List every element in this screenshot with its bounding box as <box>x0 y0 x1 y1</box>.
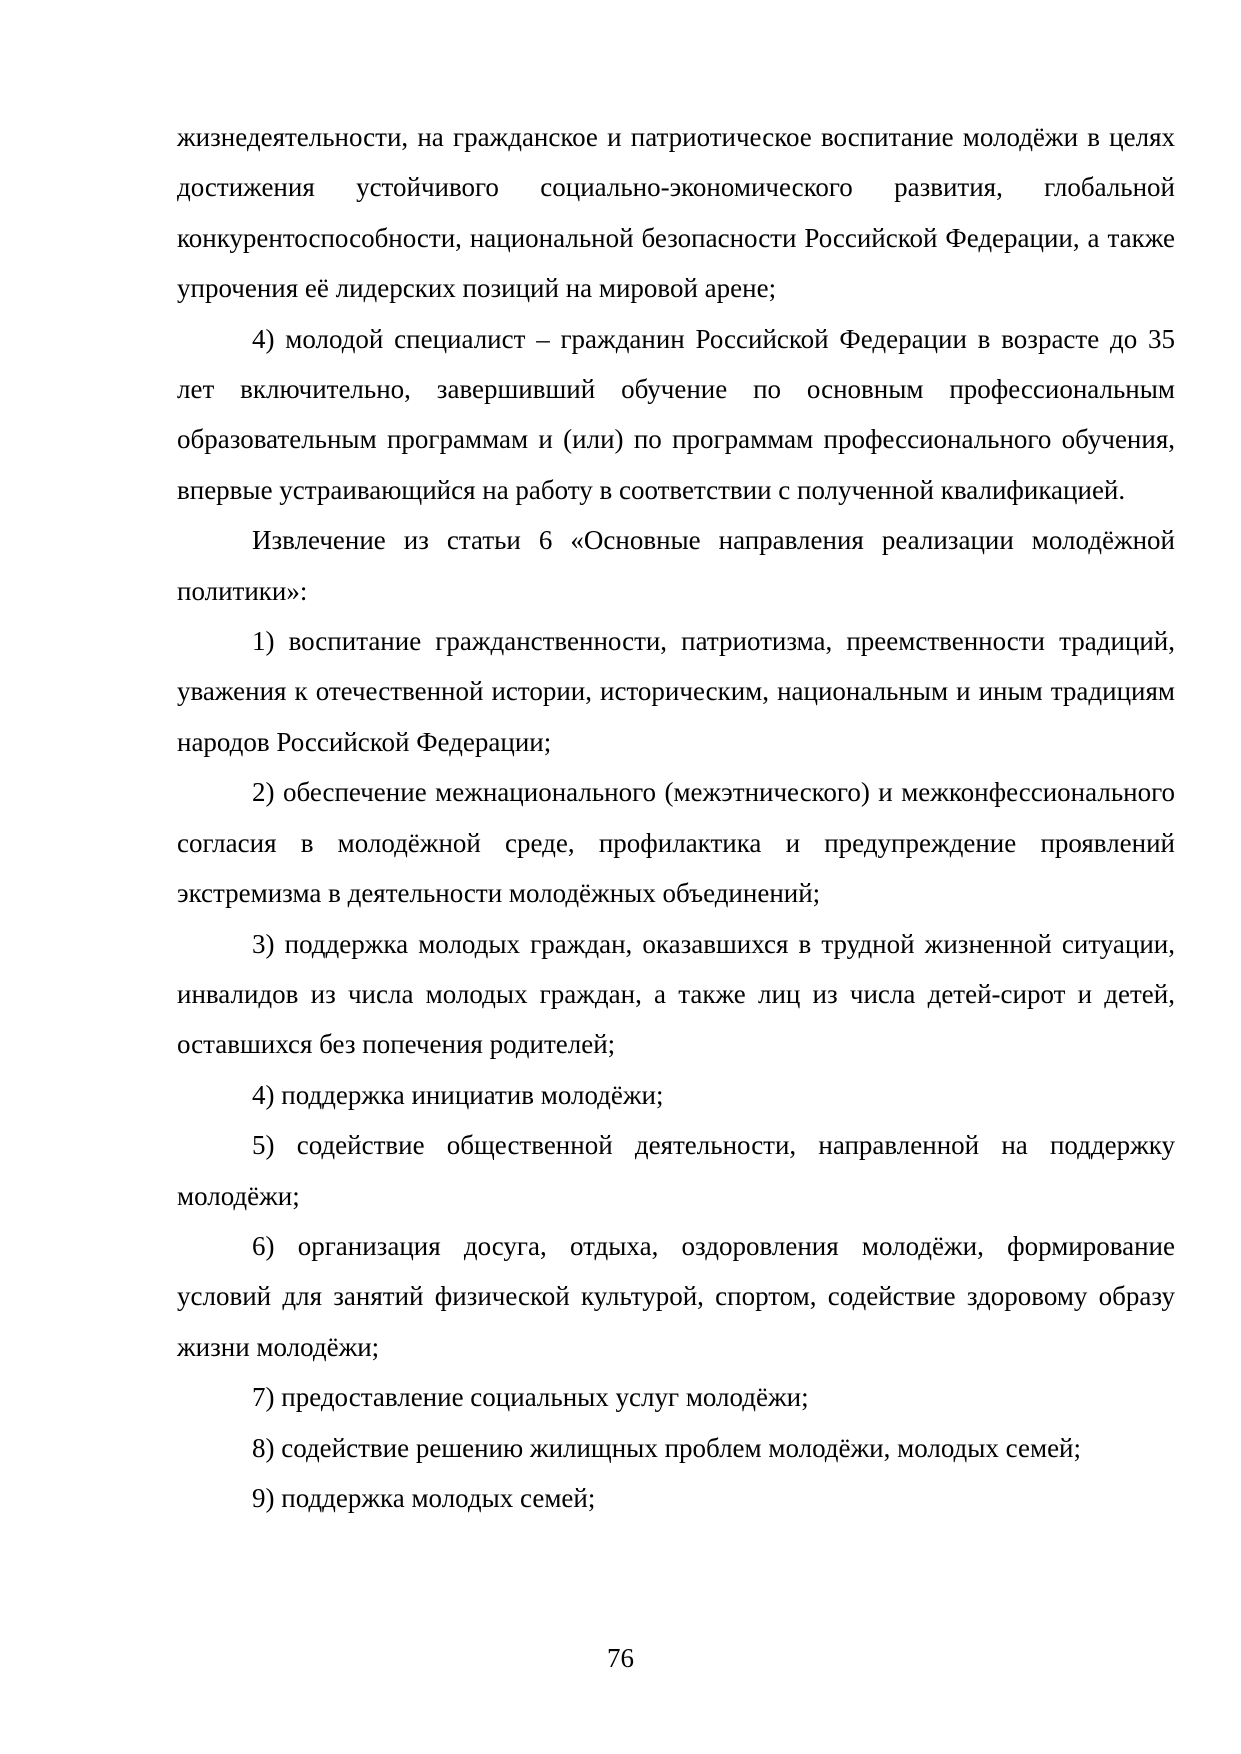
paragraph-young-specialist: 4) молодой специалист – гражданин Российской Федерации в возрасте до 35 лет включительно, завершивший обучение по основным профессиональным образовательным программам и (или) по программам профессионального обучения, впервые устраивающийся на работу в соответствии с полученной квалификацией. <box>177 323 1175 505</box>
list-item-6: 6) организация досуга, отдыха, оздоровления молодёжи, формирование условий для занятий физической культурой, спортом, содействие здоровому образу жизни молодёжи; <box>177 1230 1175 1362</box>
paragraph-article-6-intro: Извлечение из статьи 6 «Основные направления реализации молодёжной политики»: <box>177 525 1175 606</box>
list-item-5: 5) содействие общественной деятельности, направленной на поддержку молодёжи; <box>177 1130 1175 1211</box>
list-item-4: 4) поддержка инициатив молодёжи; <box>252 1079 664 1110</box>
page-number: 76 <box>607 1643 634 1673</box>
list-item-3: 3) поддержка молодых граждан, оказавшихся в трудной жизненной ситуации, инвалидов из числа молодых граждан, а также лиц из числа детей-сирот и детей, оставшихся без попечения родителей; <box>177 928 1175 1060</box>
list-item-1: 1) воспитание гражданственности, патриотизма, преемственности традиций, уважения к отечественной истории, историческим, национальным и иным традициям народов Российской Федерации; <box>177 626 1175 757</box>
list-item-2: 2) обеспечение межнационального (межэтнического) и межконфессионального согласия в молодёжной среде, профилактика и предупреждение проявлений экстремизма в деятельности молодёжных объединений; <box>177 777 1175 909</box>
list-item-8: 8) содействие решению жилищных проблем молодёжи, молодых семей; <box>252 1432 1081 1463</box>
list-item-7: 7) предоставление социальных услуг молодёжи; <box>252 1382 809 1413</box>
list-item-9: 9) поддержка молодых семей; <box>252 1482 596 1513</box>
body-text <box>177 112 1175 1523</box>
paragraph-continuation: жизнедеятельности, на гражданское и патриотическое воспитание молодёжи в целях достижения устойчивого социально-экономического развития, глобальной конкурентоспособности, национальной безопасности Российской Федерации, а также упрочения её лидерских позиций на мировой арене; <box>177 122 1175 304</box>
